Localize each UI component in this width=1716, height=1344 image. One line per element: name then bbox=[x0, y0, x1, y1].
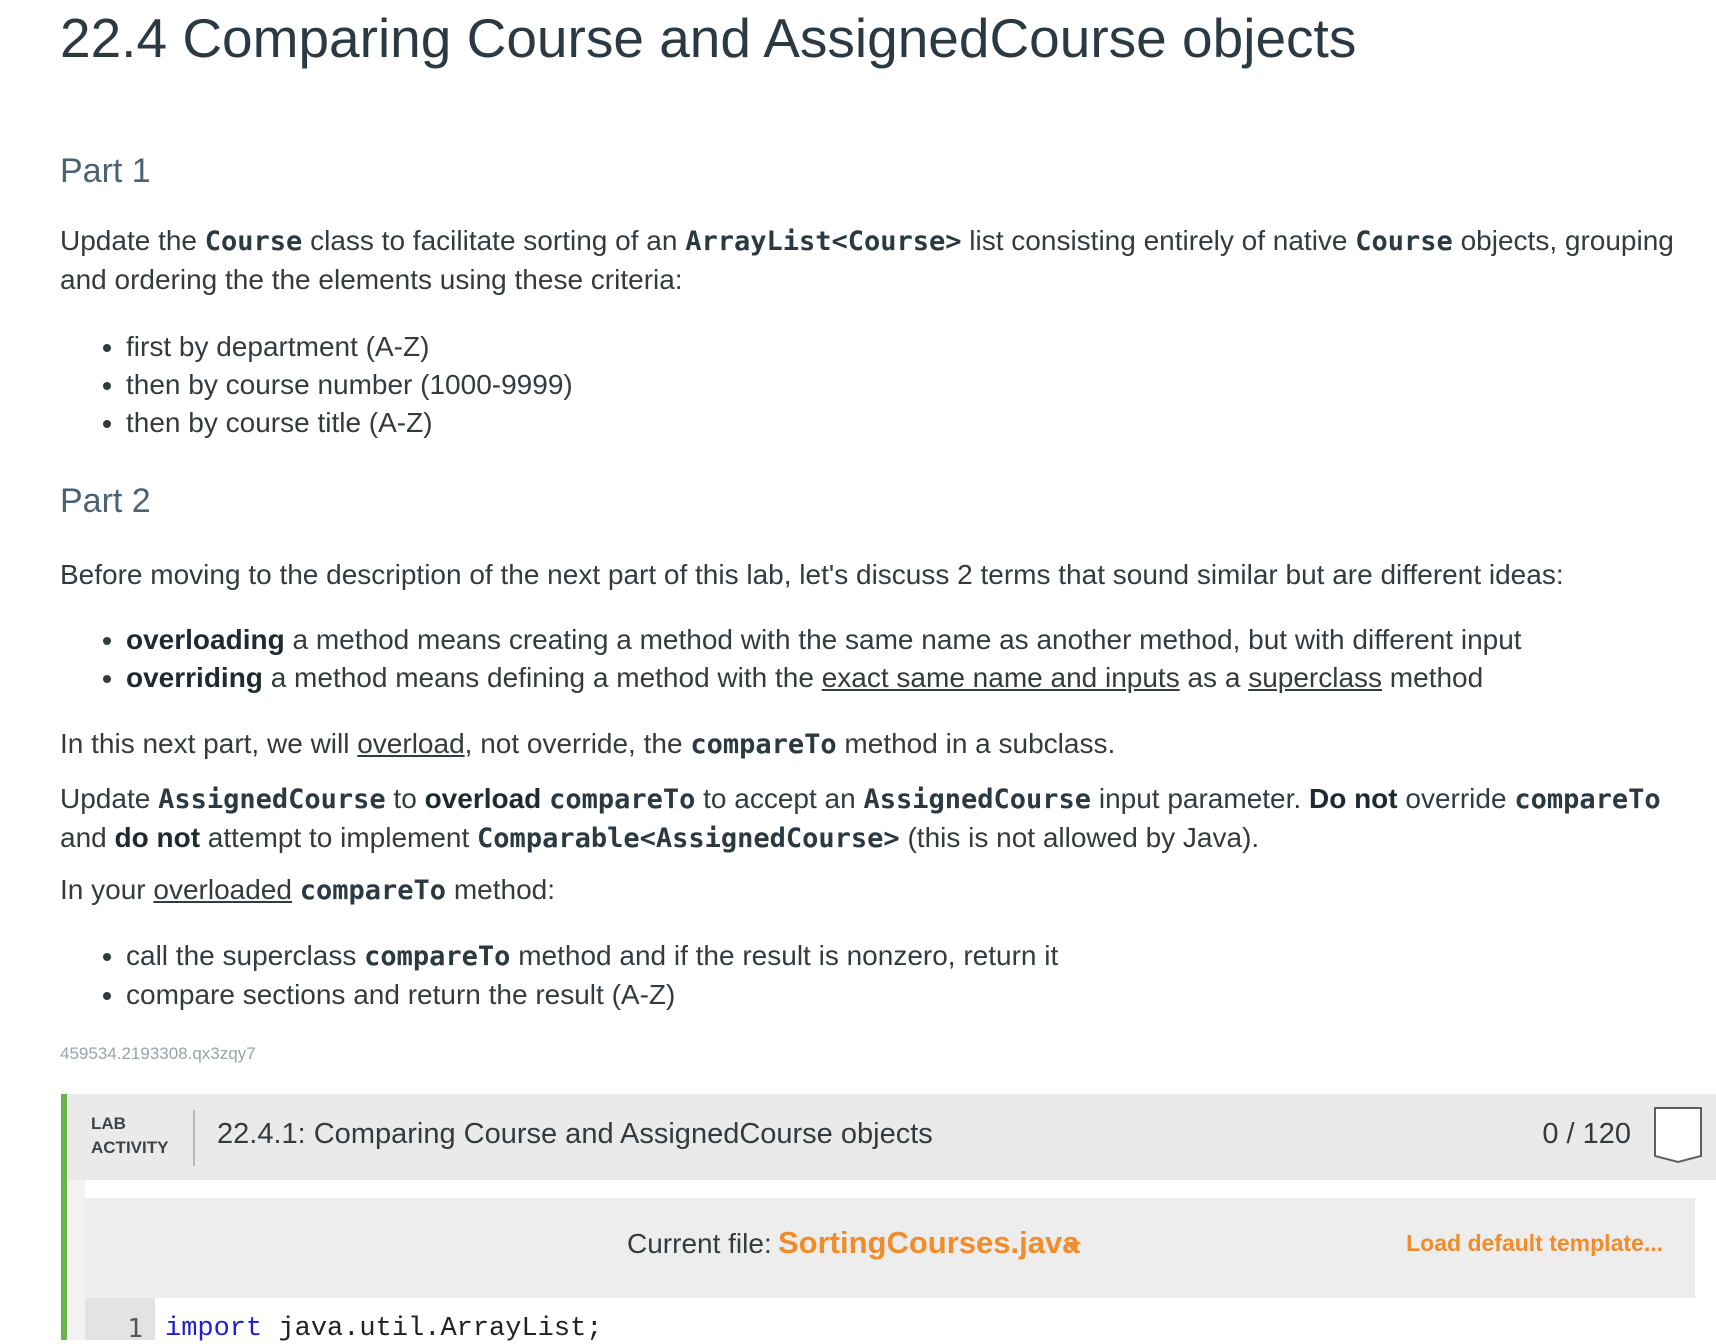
definitions-list bbox=[60, 621, 1522, 697]
lab-title: 22.4.1: Comparing Course and AssignedCourse objects bbox=[217, 1118, 933, 1150]
list-item: • overriding a method means defining a method with the exact same name and inputs as a superclass method bbox=[126, 659, 1522, 697]
overload-link[interactable]: overload bbox=[357, 728, 465, 759]
list-item: • overloading a method means creating a method with the same name as another method, but with different input bbox=[126, 621, 1522, 659]
list-item: • call the superclass compareTo method and if the result is nonzero, return it bbox=[126, 937, 1058, 976]
reference-id: 459534.2193308.qx3zqy7 bbox=[60, 1044, 256, 1063]
list-item: • then by course number (1000-9999) bbox=[126, 366, 573, 404]
lab-header bbox=[67, 1094, 1716, 1180]
overloaded-paragraph: In your overloaded compareTo method: bbox=[60, 874, 555, 906]
list-item: • compare sections and return the result (A-Z) bbox=[126, 976, 1058, 1014]
criteria-list bbox=[60, 328, 573, 442]
chevron-down-icon[interactable] bbox=[1065, 1242, 1081, 1251]
lab-activity bbox=[61, 1094, 1716, 1344]
page-title: 22.4 Comparing Course and AssignedCourse objects bbox=[60, 7, 1357, 69]
update-paragraph: Update AssignedCourse to overload compareTo to accept an AssignedCourse input parameter. Do not override compareTo and do not attempt to implement Comparable<AssignedCourse> (this is not allowed by Java). bbox=[60, 783, 1661, 854]
lab-score: 0 / 120 bbox=[1542, 1118, 1631, 1150]
next-part-paragraph: In this next part, we will overload, not override, the compareTo method in a subclass. bbox=[60, 728, 1116, 760]
superclass-link[interactable]: superclass bbox=[1248, 662, 1383, 693]
steps-list bbox=[60, 937, 1058, 1014]
current-file-label: Current file: bbox=[627, 1228, 772, 1259]
exact-same-name-link[interactable]: exact same name and inputs bbox=[821, 662, 1180, 693]
divider bbox=[193, 1110, 195, 1166]
lab-tag: LAB ACTIVITY bbox=[91, 1114, 169, 1157]
code-editor bbox=[85, 1198, 1695, 1344]
part1-paragraph: Update the Course class to facilitate sorting of an ArrayList<Course> list consisting entirely of native Course objects, grouping and ordering the the elements using these criteria: bbox=[60, 225, 1674, 295]
list-item: • then by course title (A-Z) bbox=[126, 404, 573, 442]
code-line[interactable]: import java.util.ArrayList; bbox=[165, 1314, 603, 1344]
load-default-template-button[interactable]: Load default template... bbox=[1406, 1230, 1663, 1256]
overloaded-link[interactable]: overloaded bbox=[153, 874, 292, 905]
list-item: • first by department (A-Z) bbox=[126, 328, 573, 366]
line-gutter: 1 bbox=[85, 1298, 155, 1340]
part2-intro: Before moving to the description of the next part of this lab, let's discuss 2 terms that sound similar but are different ideas: bbox=[60, 559, 1564, 590]
code-area[interactable] bbox=[85, 1298, 1695, 1344]
part2-heading: Part 2 bbox=[60, 482, 151, 520]
part1-heading: Part 1 bbox=[60, 152, 151, 190]
lab-body bbox=[85, 1180, 1716, 1344]
current-file-dropdown[interactable]: SortingCourses.java bbox=[778, 1225, 1080, 1260]
badge-icon bbox=[1653, 1106, 1703, 1164]
